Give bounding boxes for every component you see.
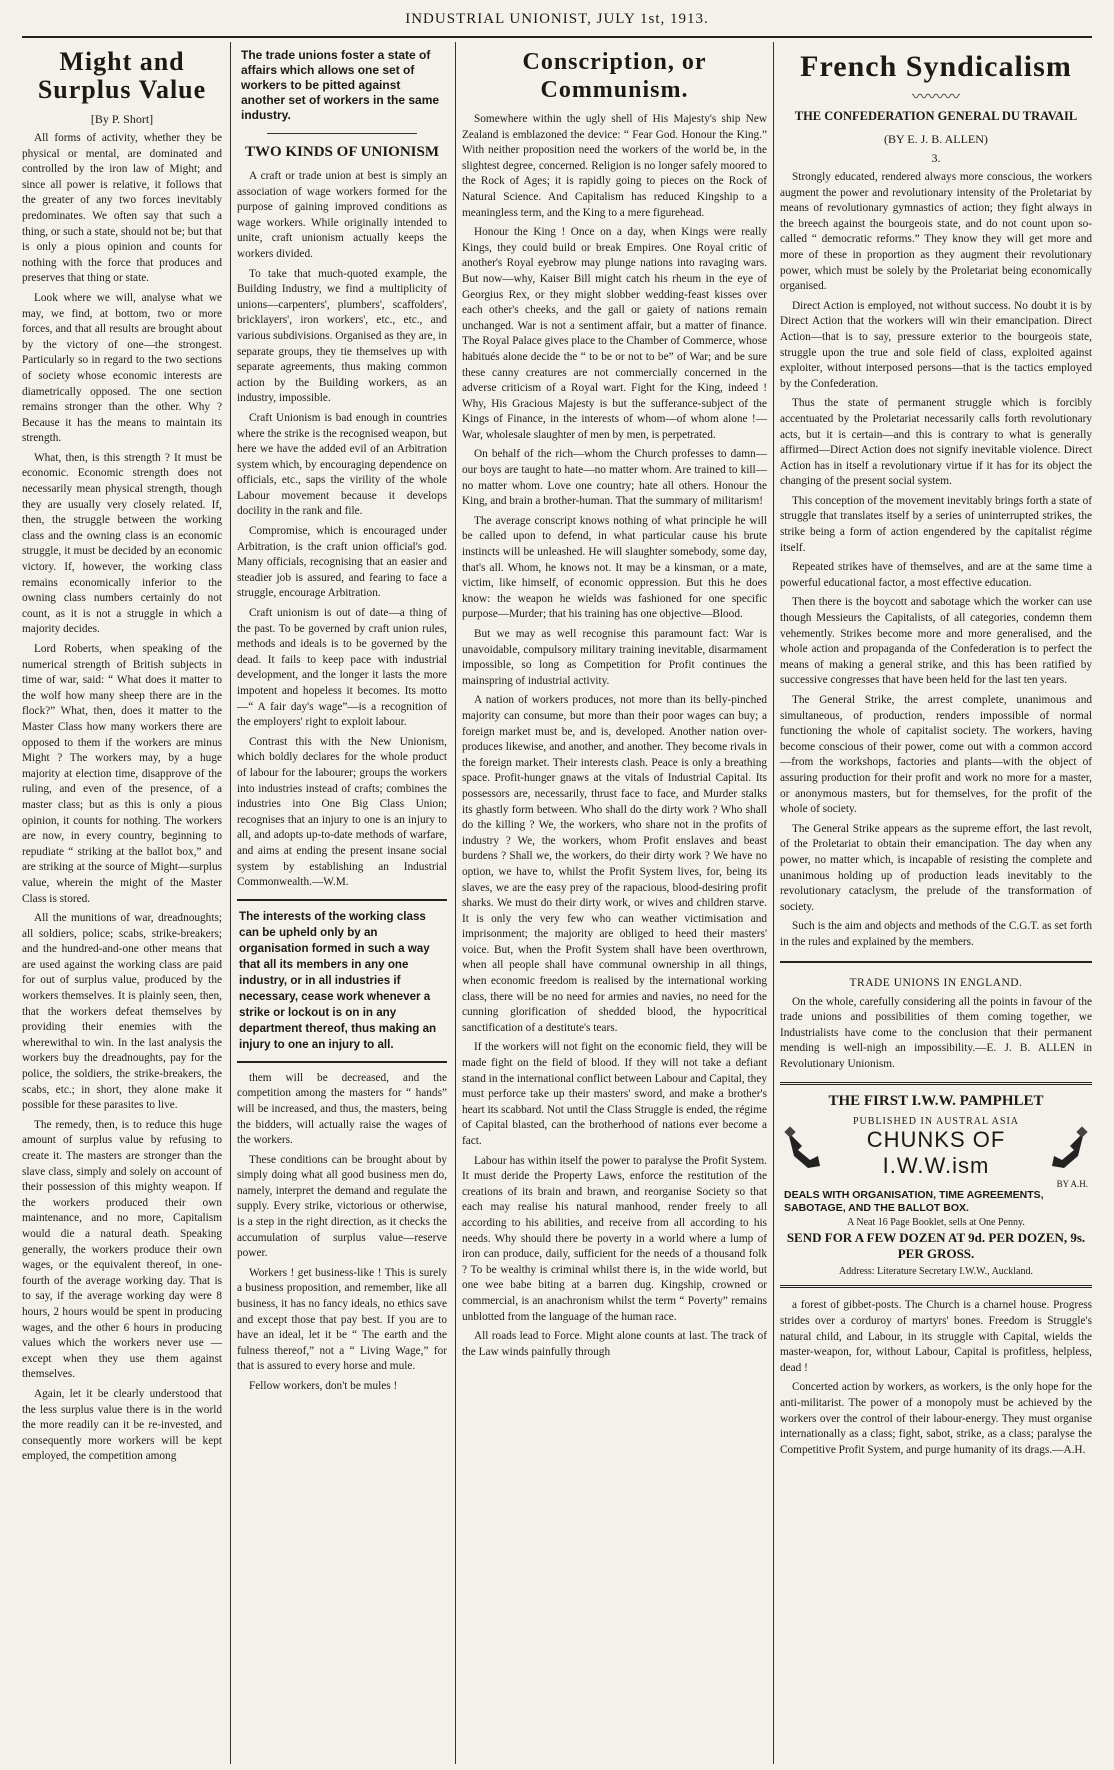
paragraph: a forest of gibbet-posts. The Church is a charnel house. Progress strides over a corduroy of martyrs' bones. Freedom is Struggle's natural child, and Labour, in its struggle with Capital, wields the master-weapon, for, without Labour, Capital is profitless, helpless, dead !	[780, 1299, 1092, 1374]
paragraph: This conception of the movement inevitably brings forth a state of struggle that translates itself by a series of uninterrupted strikes, the strike being a form of action engendered by the capitalist régime itself.	[780, 494, 1092, 554]
column-rule	[773, 42, 774, 1764]
paragraph: All forms of activity, whether they be physical or mental, are dominated and controlled by the iron law of Might; and since all power is relative, it follows that the greater of any two forces inevitably predominates. We often say that such a thing, or such a state, should not be; but that is only a pious opinion and counts for nothing with the force that produces and preserves that thing or state.	[22, 132, 222, 285]
ad-author: BY A.H.	[1056, 1179, 1088, 1190]
article-title: TWO KINDS OF UNIONISM	[244, 144, 440, 160]
article-title: Might and Surplus Value	[37, 47, 207, 104]
paragraph: Direct Action is employed, not without success. No doubt it is by Direct Action that the workers will win their emancipation. Direct Action—that is to say, pressure exterior to the bourgeois state, struggle upon the true and sole field of class, exploited against exploiter, without interposed persons—that is the tactics employed by the Confederation.	[780, 299, 1092, 390]
paragraph: The General Strike appears as the supreme effort, the last revolt, of the Proletariat to obtain their emancipation. The day when any power, no matter which, is incapable of resisting the complete and unanimous holding up of production leads inevitably to the revolutionary cataclysm, the prelude of the transformation of society.	[780, 822, 1092, 913]
paragraph: These conditions can be brought about by simply doing what all good business men do, namely, interpret the demand and regulate the supply. Every strike, victorious or otherwise, is a step in the right direction, as it checks the accumulation of surplus value—reserve power.	[237, 1153, 447, 1260]
column-two-kinds	[237, 42, 447, 1764]
column-might-surplus	[22, 42, 222, 1764]
pointing-hand-icon	[784, 1126, 824, 1170]
paragraph: Lord Roberts, when speaking of the numerical strength of British subjects in time of war, said: “ What does it matter to the wolf how many sheep there are in the flock?” What, then, does it matter to the Master Class how many workers there are opposed to them if the workers are minus Might ? The workers may, by a huge majority at election time, disapprove of the ruling, and even of the presence, of a master class; but as this is only a pious opinion, it counts for nothing. The workers are now, in every country, beginning to repudiate “ striking at the ballot box,” and are striking at the source of Might—surplus value, wherein the might of the Master Class is stored.	[22, 643, 222, 905]
paragraph: All the munitions of war, dreadnoughts; all soldiers, police; scabs, strike-breakers; and the hundred-and-one other means that are used against the working class are paid for out of surplus value, produced by the workers themselves. It is plainly seen, then, that the workers defeat themselves by providing their enemies with the wherewithal to win. In the last analysis the workers buy the dreadnoughts, pay for the police, the soldiers, the strike-breakers, the scabs, etc.; in short, they alone make it possible for these parasites to live.	[22, 912, 222, 1112]
flourish-ornament: 〰〰〰	[911, 89, 960, 106]
paragraph: Concerted action by workers, as workers, is the only hope for the anti-militarist. The power of a monopoly must be achieved by the workers over the control of their labour-energy. They must organise internationally as a class; fight, sabot, strike, as a class; paralyse the Competitive Profit System, and purge humanity of its drags.—A.H.	[780, 1381, 1092, 1456]
ad-published: PUBLISHED IN AUSTRAL ASIA	[852, 1116, 1020, 1128]
paragraph: A craft or trade union at best is simply an association of wage workers formed for the purpose of gaining improved conditions as wage workers. While originally intended to unite, craft unionism actually keeps the workers divided.	[237, 170, 447, 260]
article-title: French Syndicalism	[800, 50, 1072, 83]
ad-address: Address: Literature Secretary I.W.W., Auckland.	[839, 1266, 1033, 1278]
divider	[267, 133, 417, 134]
ad-pamphlet-name: CHUNKS OF I.W.W.ism	[866, 1127, 1006, 1179]
paragraph: Thus the state of permanent struggle which is forcibly accentuated by the Proletariat necessarily calls forth revolutionary acts, but it is certain—and this is contrary to what is generally affirmed—Direct Action does not signify inevitable violence. Direct Action has in itself a revolutionary virtue if it has for its object the changing of the present social system.	[780, 397, 1092, 488]
paragraph: On the whole, carefully considering all the points in favour of the trade unions and possibilities of them coming together, we Industrialists have come to the conclusion that their permanent mending is well-nigh an impossibility.—E. J. B. ALLEN in Revolutionary Unionism.	[780, 995, 1092, 1070]
paragraph: Look where we will, analyse what we may, we find, at bottom, two or more forces, and that all results are brought about by the victory of one—the strongest. Particularly so in regard to the two sections of society whose economic interests are diametrically opposed. The one section remains stronger than the other. Why ? Because it has the means to maintain its strength.	[22, 291, 222, 445]
paragraph: If the workers will not fight on the economic field, they will be made fight on the field of blood. If they will not take a defiant stand in the international conflict between Labour and Capital, they must perforce take up their masters' sword, and make a brother's heart its scabbard. Not until the Class Struggle is ended, the régime of Capital blasted, can the brotherhood of nations ever become a fact.	[462, 1041, 767, 1147]
columns	[22, 42, 1092, 1764]
ad-title: THE FIRST I.W.W. PAMPHLET	[828, 1093, 1044, 1110]
paragraph: Then there is the boycott and sabotage which the worker can use though Messieurs the Capitalists, of all categories, condemn them vehemently. Strikes become more and more generalised, and the whole action and propaganda of the Confederation is to perfect the means of making a general strike, and this has been ratified by successive congresses that have been held for the last ten years.	[780, 596, 1092, 687]
paragraph: A nation of workers produces, not more than its belly-pinched majority can consume, but more than their poor wages can buy; a foreign market must be, and is, developed. Another nation over-produces likewise, and another, and another. They become rivals in the foreign market. Their interests clash. Peace is only a breathing space. Profit-hunger gnaws at the vitals of Industrial Capital. Its possessors are, necessarily, thrust face to face, and Murder stalks its ghastly form between. Who shall do the dirty work ? Who shall do the killing ? We, the workers, who share not in the profits of industry ? We, the workers, whom Profit enslaves and beast burdens ? Shall we, the workers, do their dirty work ? We have no option, we have to, whilst the Profit System lives, for, being its slaves, we are the easy prey of the rapacious, blood-desiring profit sharks. We must do their dirty work, or wives and children starve. It is only the very few who can weather victimisation and imprisonment; the majority are obliged to heed their masters' voice. But, when the Profit System shall have been overthrown, when all people shall have communal ownership in all things, when economic freedom is realised by the international working class, there will be no need for armies and navies, no need for the cunning glorification of shedded blood, the hypocritical sanctification of a destitute's tears.	[462, 694, 767, 1034]
article-subtitle: THE CONFEDERATION GENERAL DU TRAVAIL	[794, 109, 1078, 123]
paragraph: The remedy, then, is to reduce this huge amount of surplus value by refusing to create it. The masters are stronger than the slave class, simply and solely on account of their possession of this mighty weapon. If the workers produced their own maintenance, and no more, Capitalism would die a natural death. Speaking generally, the workers produce their own wages, or the equivalent thereof, in one-fourth of the average working day. That is to say, if the average working day were 8 hours, 2 hours would be spent in producing wages, and the other 6 hours in producing values which the workers never use —except when they use them against themselves.	[22, 1118, 222, 1381]
byline: (BY E. J. B. ALLEN)	[884, 132, 988, 146]
pointing-hand-icon	[1048, 1126, 1088, 1170]
paragraph: Strongly educated, rendered always more conscious, the workers augment the power and revolutionary intensity of the Proletariat by means of revolutionary gymnastics of action; they fight always in the breech against the bourgeois state, and do not count upon so-called “ democratic reforms.” They know they will get more and more of these in proportion as they augment their revolutionary power, which must be solely by the Proletariat being economically organised.	[780, 171, 1092, 293]
column-conscription	[462, 42, 767, 1764]
paragraph: Fellow workers, don't be mules !	[249, 1380, 398, 1392]
paragraph: Repeated strikes have of themselves, and are at the same time a powerful educational factor, a most effective education.	[780, 561, 1092, 589]
notice-heading: TRADE UNIONS IN ENGLAND.	[849, 976, 1023, 989]
column-rule	[230, 42, 231, 1764]
ad-pricing: SEND FOR A FEW DOZEN AT 9d. PER DOZEN, 9s. PER GROSS.	[786, 1230, 1086, 1262]
callout-box: The interests of the working class can be upheld only by an organisation formed in such a way that all its members in any one industry, or in all industries if necessary, cease work whenever a strike or lockout is on in any department thereof, thus making an injury to one an injury to all.	[237, 899, 447, 1063]
paragraph: Compromise, which is encouraged under Arbitration, is the craft union official's god. Many officials, recognising that an easier and steadier job is assured, and fearing to face a struggle, encourage Arbitration.	[237, 525, 447, 600]
article-title: Conscription, or Communism.	[522, 49, 707, 103]
ad-note: A Neat 16 Page Booklet, sells at One Penny.	[847, 1217, 1025, 1229]
paragraph: Contrast this with the New Unionism, which boldly declares for the whole product of labour for the labourer; groups the workers into industries instead of crafts; combines the industries into One Big Class Union; recognises that an injury to one is an injury to all, and adopts up-to-date methods of warfare, and aims at ending the present insane social system by establishing an Industrial Commonwealth.—W.M.	[237, 735, 447, 889]
paragraph: Again, let it be clearly understood that the less surplus value there is in the world the more readily can it be re-invested, and consequently more workers will be kept employed, the competition among	[22, 1387, 222, 1463]
column-rule	[455, 42, 456, 1764]
paragraph: Workers ! get business-like ! This is surely a business proposition, and remember, like all business, it has no fancy ideals, no ethics save and except those that pay best. If you are to have an ideal, let it be “ The earth and the fulness thereof,” not a “ Living Wage,” for that is assured to every horse and mule.	[237, 1266, 447, 1373]
paragraph: What, then, is this strength ? It must be economic. Economic strength does not necessarily mean physical strength, though they are usually very closely related. If, then, the struggle between the working class and the owning class is an economic struggle, it must be decided by an economic victory. If, however, the working class remains economically inferior to the owning class numbers certainly do not count, as it is not a struggle in which a majority decides.	[22, 451, 222, 636]
pamphlet-advertisement	[780, 1082, 1092, 1288]
paragraph: Somewhere within the ugly shell of His Majesty's ship New Zealand is emblazoned the device: “ Fear God. Honour the King.” With neither proposition need the workers of the world be, in the slightest degree, concerned. Religion is no longer safely moored to the Rock of Ages; it is rapidly going to pieces on the Rock of Natural Science. And Capitalism has reduced Kingship to a meaningless term, and the King to a mere figurehead.	[462, 113, 767, 219]
paragraph: Craft unionism is out of date—a thing of the past. To be governed by craft union rules, methods and ideals is to be governed by the dead. It fails to keep pace with industrial development, and the longer it lasts the more impotent and hopeless it becomes. Its motto—“ A fair day's wage”—is a recognition of the employers' right to exploit labour.	[237, 607, 447, 729]
paragraph: Craft Unionism is bad enough in countries where the strike is the recognised weapon, but here we have the added evil of an Arbitration system which, by encouraging dependence on officials, etc., saps the virility of the whole Labour movement because it develops docility in the rank and file.	[237, 411, 447, 518]
paragraph: All roads lead to Force. Might alone counts at last. The track of the Law winds painfully through	[462, 1330, 767, 1358]
paragraph: On behalf of the rich—whom the Church professes to damn—our boys are taught to hate—no matter whom. Are trained to kill—no matter whom. Love one country; hate all others. Honour the King, and brain a brother-human. That the summary of militarism!	[462, 448, 767, 508]
paragraph: The average conscript knows nothing of what principle he will be called upon to defend, in what particular cause his brute instincts will be unleashed. He will slaughter somebody, some day, that's all. Whom, he knows not. It may be a kinsman, or a mate, victim, like himself, of economic oppression. But this he does know: the weapon he wields was fashioned for one specific purpose—Murder; that his training has one objective—Blood.	[462, 514, 767, 621]
paragraph: But we may as well recognise this paramount fact: War is unavoidable, compulsory military training inevitable, disarmament impossible, so long as Competition for Profit continues the mainspring of industrial activity.	[462, 628, 767, 687]
paragraph: Such is the aim and objects and methods of the C.G.T. as set forth in the rules and explained by the members.	[780, 920, 1092, 948]
trade-unions-notice	[780, 961, 1092, 1073]
paragraph: them will be decreased, and the competition among the masters for “ hands” will be increased, and thus, the masters, being the bidders, will actually raise the wages of the workers.	[237, 1071, 447, 1147]
masthead: INDUSTRIAL UNIONIST, JULY 1st, 1913.	[22, 8, 1092, 38]
ad-description: DEALS WITH ORGANISATION, TIME AGREEMENTS, SABOTAGE, AND THE BALLOT BOX.	[784, 1189, 1044, 1215]
paragraph: The General Strike, the arrest complete, unanimous and simultaneous, of production, renders impossible of normal functioning the whole of capitalist society. The workers, having become conscious of their power, come out with a common accord—from the workshops, factories and plants—with the object of assuring production for their profit and work no more for a master, or anonymous masters, but for themselves, for the profit of the whole of society.	[780, 694, 1092, 816]
paragraph: Honour the King ! Once on a day, when Kings were really Kings, they could build or break Empires. One Royal critic of another's Royal eyebrow may plunge nations into ravaging wars. But now—why, Kaiser Bill might catch his rheum in the eye of Georgius Rex, or they might slobber wedding-feast kisses over each other's cheeks, and the gall or gaiety of nations remain unchanged. War is not a sentiment affair, but a matter of finance. The Royal Palace gives place to the Chamber of Commerce, whose habitués alone decide the “ to be or not to be” of War; and be sure these canny creatures are not commercially concerned in the adverse criticism of a Royal wart. Fight for the King, indeed ! Why, His Gracious Majesty is but the sufferance-subject of the Kings of Finance, in the interests of whom—of whom alone !—War, wholesale slaughter of men by men, is perpetrated.	[462, 226, 767, 441]
callout-box: The trade unions foster a state of affairs which allows one set of workers to be pitted against another set of workers in the same industry.	[241, 48, 440, 122]
paragraph: To take that much-quoted example, the Building Industry, we find a multiplicity of unions—carpenters', plumbers', scaffolders', bricklayers', iron workers', etc., etc., and various subdivisions. Organised as they are, in separate groups, they tie themselves up with separate agreements, thus making common action by the Building workers, as an industry, impossible.	[237, 267, 447, 405]
column-french-syndicalism	[780, 42, 1092, 1764]
byline: [By P. Short]	[90, 112, 154, 126]
part-number: 3.	[931, 151, 941, 165]
paragraph: Labour has within itself the power to paralyse the Profit System. It must deride the Property Laws, enforce the restitution of the creations of its brain and brawn, and reorganise Society so that each may realise his natural manhood, render freely to all according to his abilities, and receive from all according to his needs. Why should there be poverty in a world where a lump of iron can produce, daily, sufficient for the needs of a thousand folk ? To be wealthy is criminal whilst there is, in the wide world, but one wee babe biting at a barren dug. Kingship, crowned or commercial, is an anachronism whilst the term “ Poverty” remains unblotted from the language of the human race.	[462, 1154, 767, 1323]
ad-row	[784, 1116, 1088, 1179]
